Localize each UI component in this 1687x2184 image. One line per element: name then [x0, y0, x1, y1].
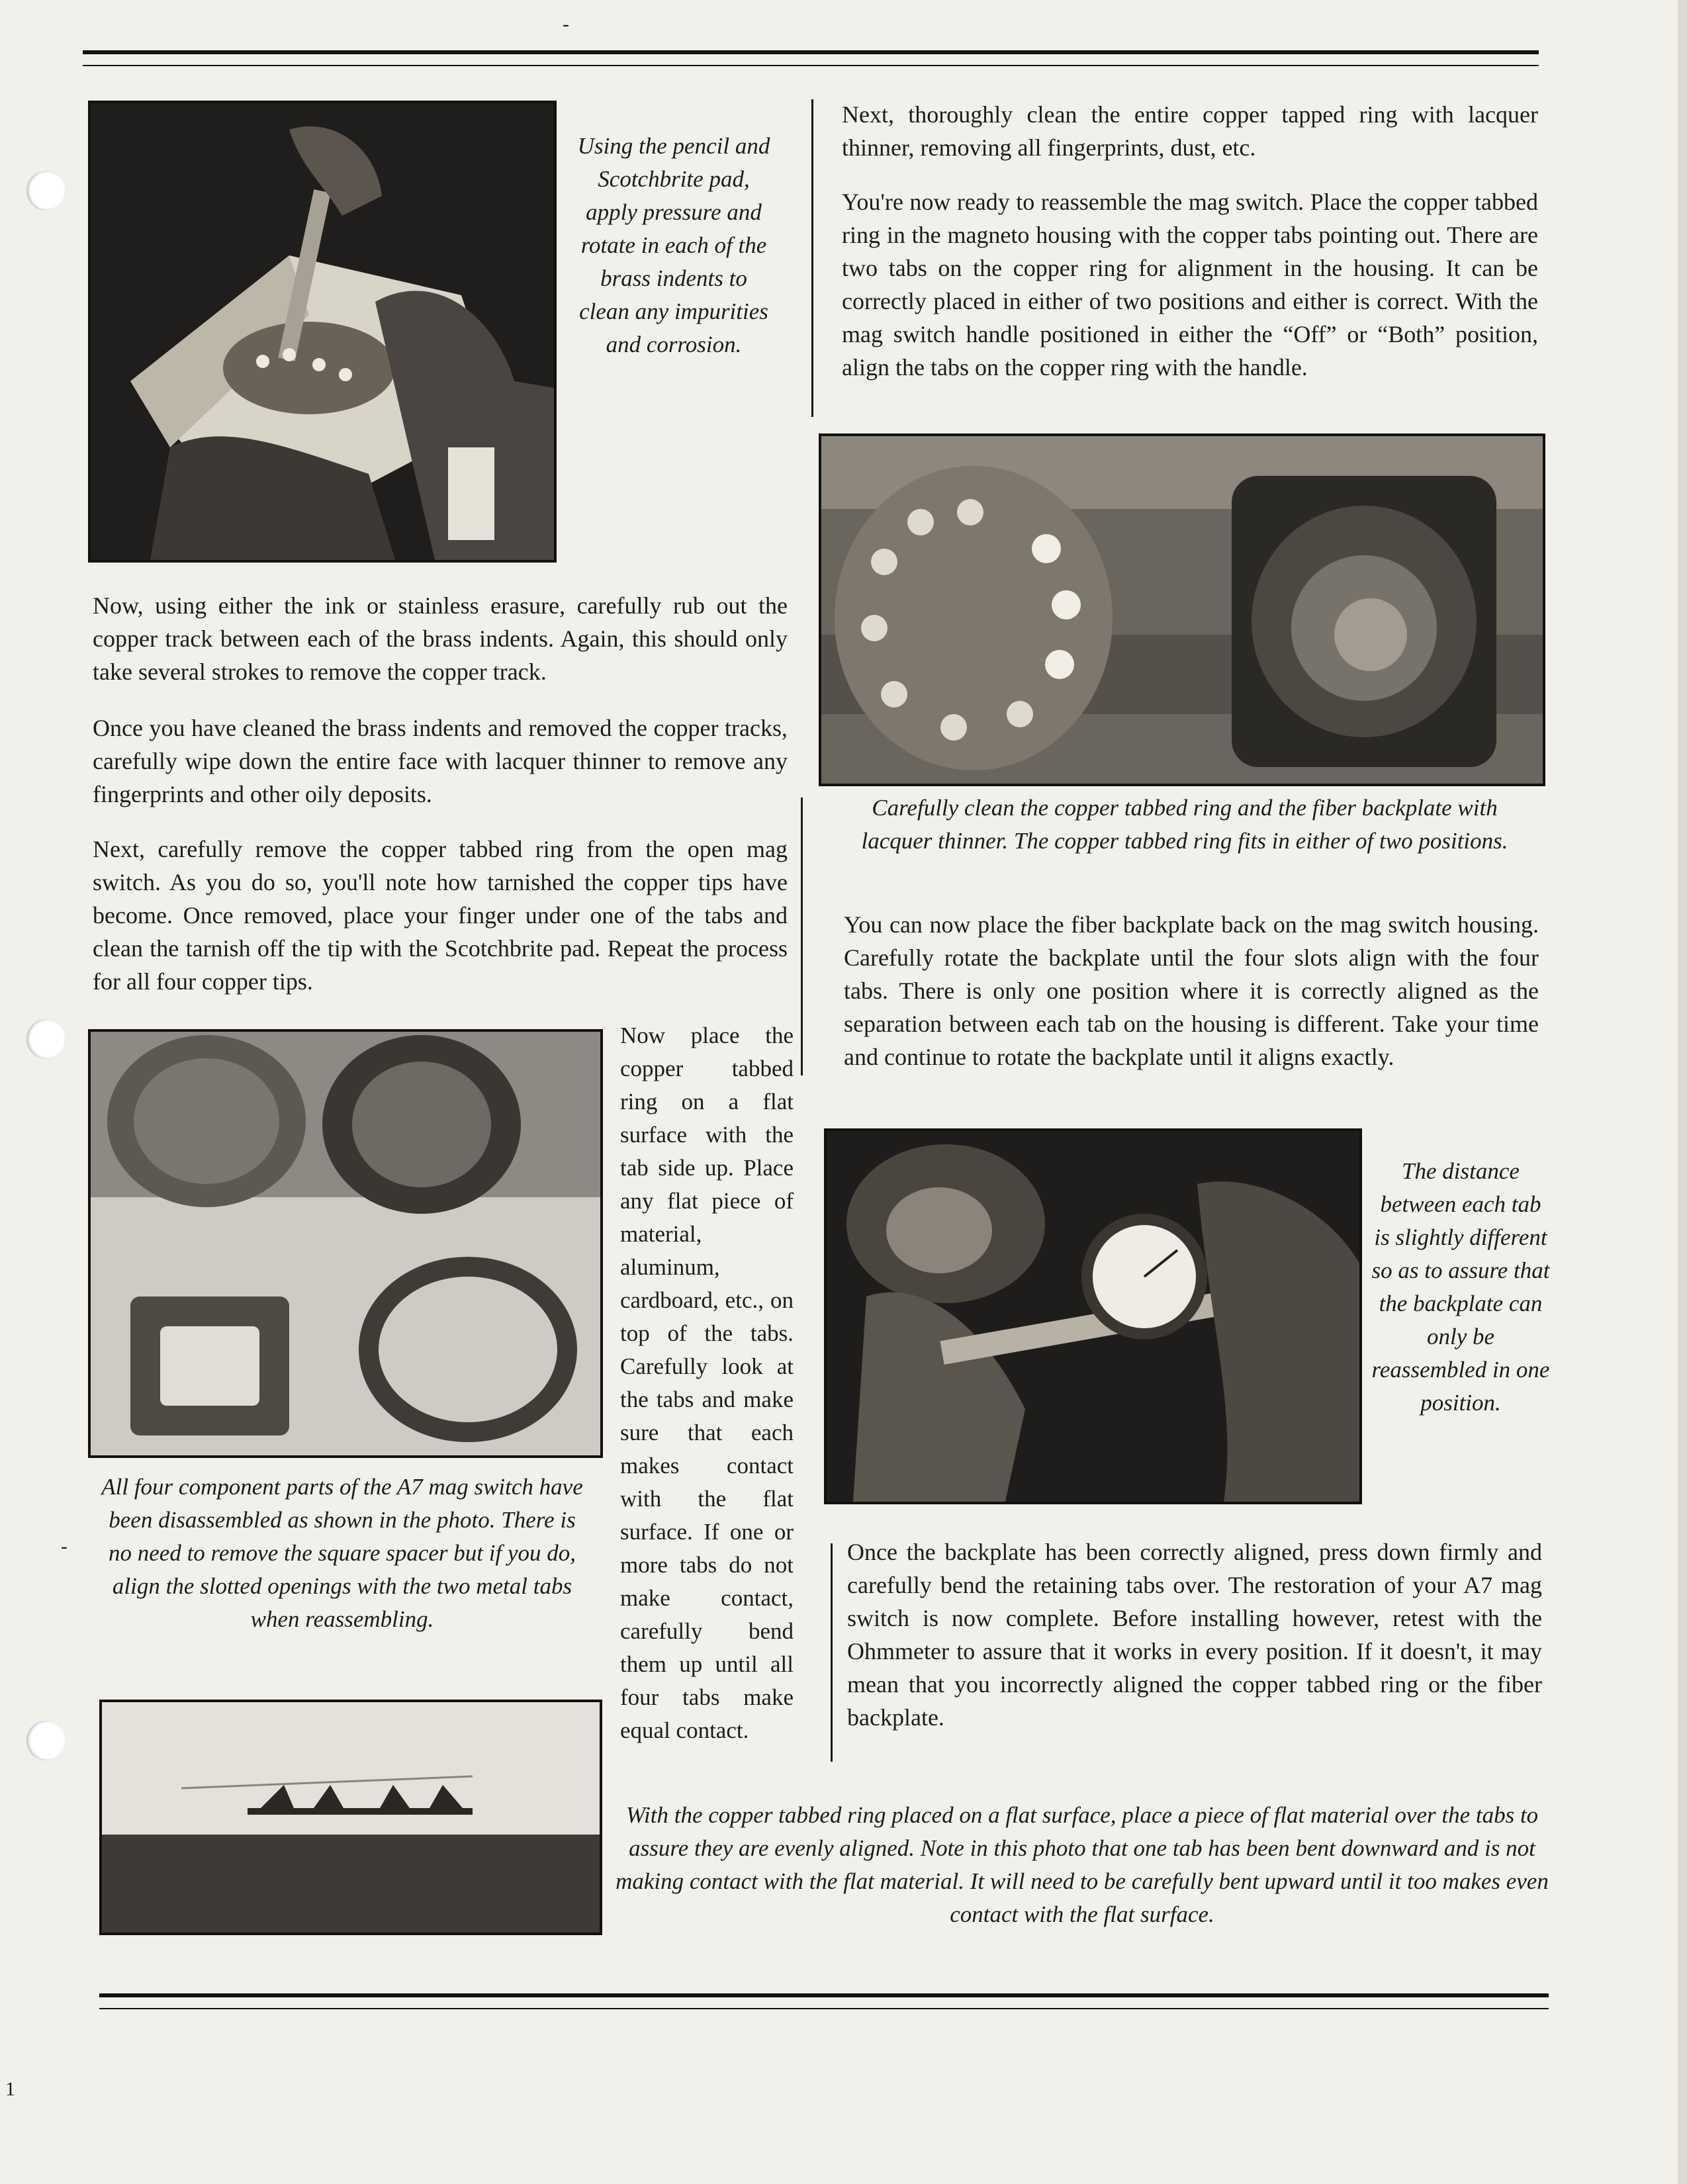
- top-double-rule: [83, 50, 1539, 66]
- caption-flat-surface: With the copper tabbed ring placed on a flat surface, place a piece of flat material over the tabs to assure they are evenly aligned. Note in this photo that one tab has been bent downward and is not making contact with the flat material. It will need to be carefully bent upward until it too makes even contact with the flat surface.: [616, 1802, 1549, 1927]
- paragraph-clean-copper-ring: Next, thoroughly clean the entire copper tapped ring with lacquer thinner, removing all fingerprints, dust, etc.: [842, 101, 1538, 161]
- paragraph-remove-ring: Next, carefully remove the copper tabbed ring from the open mag switch. As you do so, you'll note how tarnished the copper tips have become. Once removed, place your finger under one of the tabs and clean the tarnish off the tip with the Scotchbrite pad. Repeat the process for all four copper tips.: [93, 836, 788, 995]
- paragraph-flat-surface-check: Now place the copper tabbed ring on a flat surface with the tab side up. Place any flat piece of material, aluminum, cardboard, etc., on top of the tabs. Carefully look at the tabs and make sure that each makes contact with the flat surface. If one or more tabs do not make contact, carefully bend them up until all four tabs make equal contact.: [620, 1023, 794, 1743]
- column-rule-middle: [801, 797, 803, 1075]
- caption-component-parts: All four component parts of the A7 mag switch have been disassembled as shown in the photo. There is no need to remove the square spacer but if you do, align the slotted openings with the two metal tabs when reassembling.: [101, 1474, 583, 1632]
- photo-pencil-cleaning: [88, 101, 557, 563]
- corner-mark: 1: [5, 2078, 15, 2100]
- caption-copper-ring: Carefully clean the copper tabbed ring and the fiber backplate with lacquer thinner. The copper tabbed ring fits in either of two positions.: [861, 795, 1508, 854]
- bottom-double-rule: [99, 1993, 1549, 2009]
- top-tick-mark: -: [563, 13, 569, 35]
- photo-caliper-measurement: [824, 1128, 1362, 1504]
- page-edge-shadow: [1678, 0, 1687, 2184]
- paragraph-rub-copper-track: Now, using either the ink or stainless erasure, carefully rub out the copper track between each of the brass indents. Again, this should only take several strokes to remove the copper track.: [93, 592, 788, 685]
- photo-copper-ring-housing: [819, 433, 1545, 786]
- paragraph-fiber-backplate: You can now place the fiber backplate back on the mag switch housing. Carefully rotate the backplate until the four slots align with the four tabs. There is only one position where it is correctly aligned as the separation between each tab on the housing is different. Take your time and continue to rotate the backplate until it aligns exactly.: [844, 911, 1539, 1070]
- photo-flat-material: [99, 1700, 602, 1935]
- paragraph-wipe-face: Once you have cleaned the brass indents and removed the copper tracks, carefully wipe down the entire face with lacquer thinner to remove any fingerprints and other oily deposits.: [93, 715, 788, 807]
- caption-pencil-cleaning: Using the pencil and Scotchbrite pad, apply pressure and rotate in each of the brass indents to clean any impurities and corrosion.: [577, 133, 770, 357]
- column-rule-upper: [811, 99, 813, 417]
- photo-component-parts: [88, 1029, 603, 1458]
- paragraph-bend-tabs: Once the backplate has been correctly aligned, press down firmly and carefully bend the retaining tabs over. The restoration of your A7 mag switch is now complete. Before installing however, retest with the Ohmmeter to assure that it works in every position. If it doesn't, it may mean that you incorrectly aligned the copper tabbed ring or the fiber backplate.: [847, 1539, 1542, 1731]
- binder-hole-bottom: [26, 1721, 65, 1760]
- column-rule-lower: [831, 1543, 833, 1762]
- paragraph-reassemble: You're now ready to reassemble the mag switch. Place the copper tabbed ring in the magneto housing with the copper tabs pointing out. There are two tabs on the copper ring for alignment in the housing. It can be correctly placed in either of two positions and either is correct. With the mag switch handle positioned in either the “Off” or “Both” position, align the tabs on the copper ring with the handle.: [842, 189, 1538, 381]
- left-tick-mark: -: [61, 1535, 68, 1557]
- binder-hole-top: [26, 171, 65, 210]
- binder-hole-middle: [26, 1019, 65, 1059]
- caption-tab-distance: The distance between each tab is slightly different so as to assure that the backplate can only be reassembled in one position.: [1371, 1158, 1550, 1416]
